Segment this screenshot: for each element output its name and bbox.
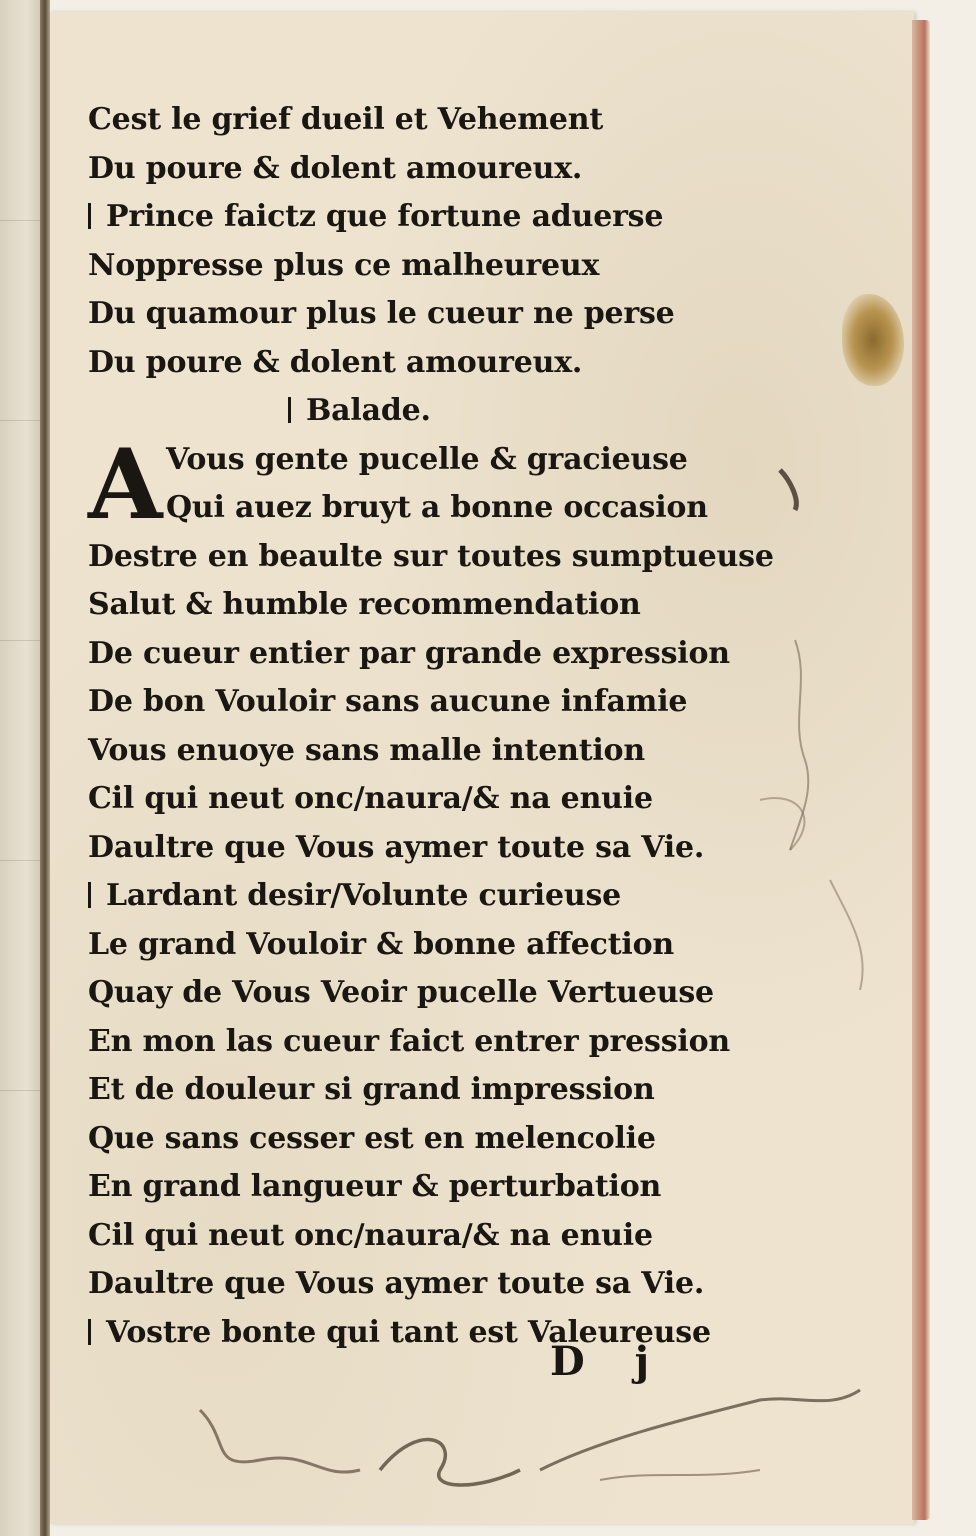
poem-line: En mon las cueur faict entrer pression	[88, 1023, 730, 1059]
signature-mark: D j	[550, 1338, 668, 1385]
margin-scribble	[760, 798, 804, 850]
poem-line: Cest le grief dueil et Vehement	[88, 102, 604, 137]
scribble-stroke	[200, 1410, 360, 1472]
poem-line: Noppresse plus ce malheureux	[88, 247, 600, 283]
poem-line: Du quamour plus le cueur ne perse	[88, 296, 675, 331]
poem-line-text: Prince faictz que fortune aduerse	[106, 199, 664, 234]
poem-line: En grand langueur & perturbation	[88, 1169, 662, 1204]
poem-line-text: Vostre bonte qui tant est Valeureuse	[106, 1314, 711, 1350]
scribble-stroke	[380, 1440, 520, 1485]
poem-line: Cil qui neut onc/naura/& na enuie	[88, 781, 653, 816]
margin-scribble	[830, 880, 863, 990]
poem-line: De bon Vouloir sans aucune infamie	[88, 684, 688, 719]
poem-line: Quay de Vous Veoir pucelle Vertueuse	[88, 975, 714, 1010]
drop-capital: A	[88, 427, 163, 541]
heading-text: Balade.	[306, 393, 431, 428]
scribble-stroke	[540, 1390, 860, 1470]
poem-line: Le grand Vouloir & bonne affection	[88, 926, 675, 962]
poem-line: Que sans cesser est en melencolie	[88, 1120, 656, 1156]
poem-line: Du poure & dolent amoureux.	[88, 150, 583, 186]
poem-line: Vous gente pucelle & gracieuse	[166, 441, 688, 477]
poem-line: Cil qui neut onc/naura/& na enuie	[88, 1217, 653, 1253]
margin-scribble	[790, 640, 808, 850]
poem-line: Du poure & dolent amoureux.	[88, 344, 583, 380]
poem-line: De cueur entier par grande expression	[88, 635, 730, 671]
poem-line: Vous enuoye sans malle intention	[88, 732, 645, 768]
poem-line: Daultre que Vous aymer toute sa Vie.	[88, 1266, 705, 1301]
scribble-stroke	[600, 1470, 760, 1480]
poem-line: Et de douleur si grand impression	[88, 1072, 655, 1107]
poem-line: Salut & humble recommendation	[88, 587, 641, 622]
poem-line-text: Lardant desir/Volunte curieuse	[106, 878, 622, 913]
poem-line: Qui auez bruyt a bonne occasion	[166, 490, 708, 525]
poem-line: Daultre que Vous aymer toute sa Vie.	[88, 829, 705, 865]
margin-scribble	[780, 470, 796, 510]
poem-line: Destre en beaulte sur toutes sumptueuse	[88, 538, 774, 574]
